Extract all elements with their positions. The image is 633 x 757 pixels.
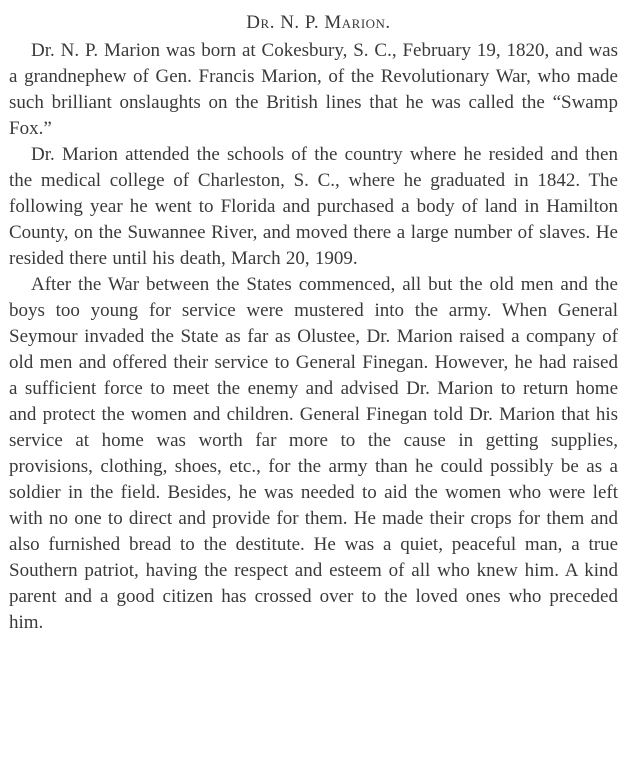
paragraph-war-service: After the War between the States commenced, all but the old men and the boys too young for service were mustered into the army. When General Seymour invaded the State as far as Olustee, Dr. Marion raised a company of old men and offered their service to General Finegan. However, he had raised a sufficient force to meet the enemy and advised Dr. Marion to return home and protect the women and children. General Finegan told Dr. Marion that his service at home was worth far more to the cause in getting supplies, provisions, clothing, shoes, etc., for the army than he could possibly be as a soldier in the field. Besides, he was needed to aid the women who were left with no one to direct and provide for them. He made their crops for them and also furnished bread to the destitute. He was a quiet, peaceful man, a true Southern patriot, having the respect and esteem of all who knew him. A kind parent and a good citizen has crossed over to the loved ones who preceded him. xyxy=(9,274,618,633)
document-page xyxy=(9,10,618,636)
paragraph-education: Dr. Marion attended the schools of the country where he resided and then the medical college of Charleston, S. C., where he graduated in 1842. The following year he went to Florida and purchased a body of land in Hamilton County, on the Suwannee River, and moved there a large number of slaves. He resided there until his death, March 20, 1909. xyxy=(9,144,618,269)
paragraph-birth: Dr. N. P. Marion was born at Cokesbury, S. C., February 19, 1820, and was a grandnephew of Gen. Francis Marion, of the Revolutionary War, who made such brilliant onslaughts on the British lines that he was called the “Swamp Fox.” xyxy=(9,40,618,139)
article-title: Dr. N. P. Marion. xyxy=(246,12,391,33)
